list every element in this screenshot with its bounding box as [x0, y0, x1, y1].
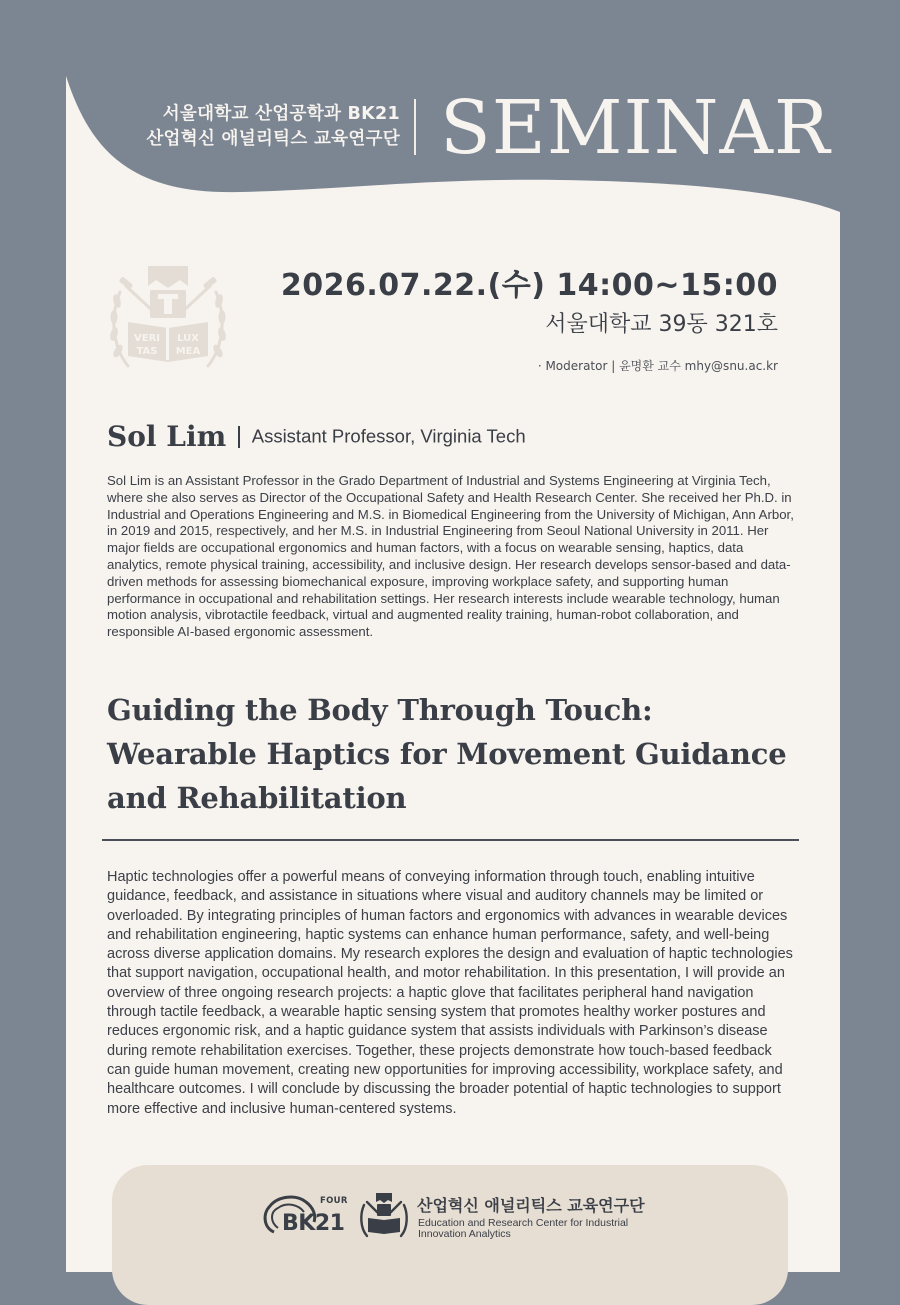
bk21-four-label: FOUR — [320, 1196, 348, 1206]
center-name-english — [418, 1218, 658, 1239]
university-emblem-icon — [106, 256, 230, 380]
organizer-line-2: 산업혁신 애널리틱스 교육연구단 — [146, 129, 400, 149]
talk-title-line: and Rehabilitation — [107, 781, 407, 815]
moderator-info: · Moderator | 윤명환 교수 mhy@snu.ac.kr — [537, 359, 778, 373]
event-venue: 서울대학교 39동 321호 — [545, 312, 778, 337]
speaker-heading — [107, 420, 526, 453]
emblem-word: TAS — [136, 346, 158, 357]
organizer-line-1: 서울대학교 산업공학과 BK21 — [162, 104, 400, 124]
bk21-label: BK21 — [282, 1211, 345, 1236]
footer-emblem-icon — [358, 1190, 410, 1242]
section-divider — [102, 839, 799, 841]
talk-title — [107, 688, 807, 820]
center-name-english-line: Education and Research Center for Industrial — [418, 1217, 629, 1229]
talk-abstract: Haptic technologies offer a powerful means of conveying information through touch, enabling intuitive guidance, feedback, and assistance in situations where visual and auditory channels may be limited or overloaded. By integrating principles of human factors and ergonomics with advances in wearable devices and rehabilitation engineering, haptic systems can enhance human performance, safety, and well-being across diverse application domains. My research explores the design and evaluation of haptic technologies that support navigation, occupational health, and motor rehabilitation. In this presentation, I will provide an overview of three ongoing research projects: a haptic glove that facilitates peripheral hand navigation through tactile feedback, a wearable haptic sensing system that promotes healthy worker postures and reduces ergonomic risk, and a haptic guidance system that assists individuals with Parkinson’s disease during remote rehabilitation exercises. Together, these projects demonstrate how touch-based feedback can guide human movement, creating new opportunities for improving accessibility, workplace safety, and healthcare outcomes. I will conclude by discussing the broader potential of haptic technologies to support more effective and inclusive human-centered systems. — [107, 869, 793, 1117]
emblem-word: LUX — [177, 333, 199, 344]
talk-title-line: Guiding the Body Through Touch: — [107, 693, 653, 727]
talk-title-line: Wearable Haptics for Movement Guidance — [107, 737, 787, 771]
event-datetime: 2026.07.22.(수) 14:00~15:00 — [280, 268, 778, 303]
speaker-affiliation: Assistant Professor, Virginia Tech — [251, 425, 526, 447]
speaker-bio: Sol Lim is an Assistant Professor in the Grado Department of Industrial and Systems Engineering at Virginia Tech, where she also serves as Director of the Occupational Safety and Health Research Center. She received her Ph.D. in Industrial and Operations Engineering and M.S. in Biomedical Engineering from the University of Michigan, Ann Arbor, in 2019 and 2015, respectively, and her M.S. in Industrial Engineering from Seoul National University in 2011. Her major fields are occupational ergonomics and human factors, with a focus on wearable sensing, haptics, data analytics, remote physical training, accessibility, and inclusive design. Her research develops sensor-based and data-driven methods for assessing biomechanical exposure, improving workplace safety, and supporting human performance in occupational and rehabilitation settings. Her research interests include wearable technology, human motion analysis, vibrotactile feedback, virtual and augmented reality training, human-robot collaboration, and responsible AI-based ergonomic assessment. — [107, 473, 794, 640]
emblem-word: MEA — [175, 346, 201, 357]
seminar-heading: SEMINAR — [440, 85, 831, 171]
center-name-english-line: Innovation Analytics — [418, 1227, 511, 1240]
center-name-korean: 산업혁신 애널리틱스 교육연구단 — [417, 1196, 645, 1215]
speaker-divider — [238, 426, 240, 448]
speaker-name: Sol Lim — [107, 420, 227, 453]
organizer-name — [132, 102, 400, 152]
header-divider — [414, 99, 416, 155]
emblem-word: VERI — [134, 333, 160, 344]
